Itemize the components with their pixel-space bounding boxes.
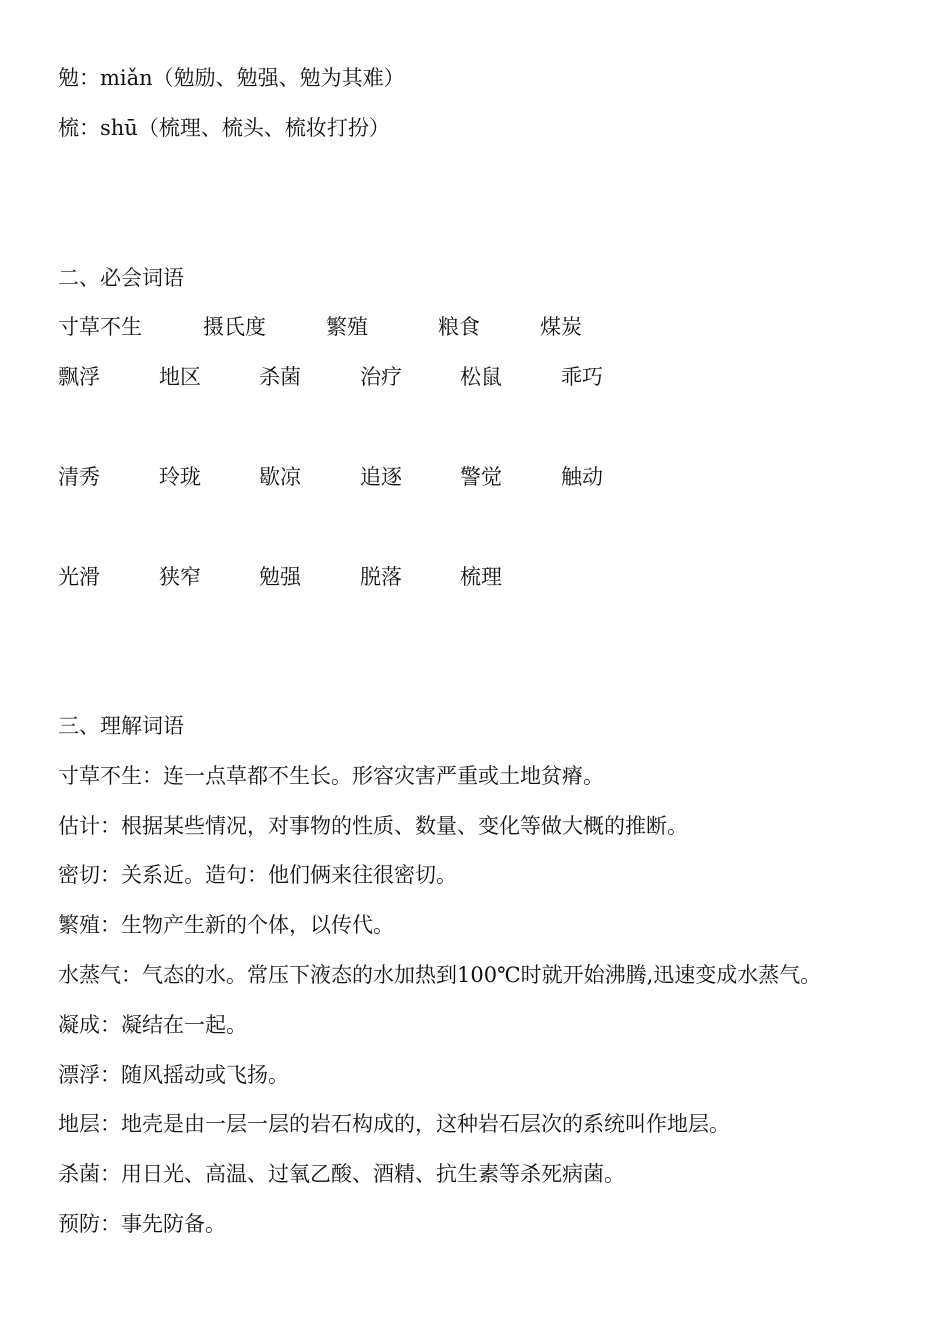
word-item: 治疗 [360,365,402,389]
word-item: 狭窄 [159,565,201,589]
section-heading-understand-words: 三、理解词语 [58,714,184,738]
definition-entry: 凝成：凝结在一起。 [58,1013,247,1037]
word-item: 触动 [561,465,603,489]
definition-entry: 密切：关系近。造句：他们俩来往很密切。 [58,863,457,887]
definition-entry: 漂浮：随风摇动或飞扬。 [58,1063,289,1087]
word-item: 松鼠 [460,365,502,389]
definition-entry: 繁殖：生物产生新的个体，以传代。 [58,913,394,937]
word-item: 玲珑 [159,465,201,489]
word-item: 煤炭 [540,315,582,339]
definition-entry: 估计：根据某些情况，对事物的性质、数量、变化等做大概的推断。 [58,814,688,838]
word-item: 地区 [159,365,201,389]
word-item: 歇凉 [259,465,301,489]
word-item: 杀菌 [259,365,301,389]
definition-entry: 寸草不生：连一点草都不生长。形容灾害严重或土地贫瘠。 [58,764,604,788]
word-item: 梳理 [460,565,502,589]
word-item: 粮食 [438,315,480,339]
definition-entry: 杀菌：用日光、高温、过氧乙酸、酒精、抗生素等杀死病菌。 [58,1162,625,1186]
word-item: 繁殖 [326,315,368,339]
definition-entry: 预防：事先防备。 [58,1212,226,1236]
word-item: 寸草不生 [58,315,142,339]
word-item: 摄氏度 [203,315,266,339]
pronunciation-line-mian: 勉：miǎn（勉励、勉强、勉为其难） [58,66,405,90]
word-item: 乖巧 [561,365,603,389]
definition-entry: 水蒸气：气态的水。常压下液态的水加热到100℃时就开始沸腾,迅速变成水蒸气。 [58,963,822,987]
word-item: 清秀 [58,465,100,489]
definition-entry: 地层：地壳是由一层一层的岩石构成的，这种岩石层次的系统叫作地层。 [58,1112,730,1136]
word-item: 脱落 [360,565,402,589]
word-item: 飘浮 [58,365,100,389]
pronunciation-line-shu: 梳：shū（梳理、梳头、梳妆打扮） [58,116,390,140]
word-item: 光滑 [58,565,100,589]
word-item: 追逐 [360,465,402,489]
word-item: 警觉 [460,465,502,489]
word-item: 勉强 [259,565,301,589]
section-heading-required-words: 二、必会词语 [58,266,184,290]
